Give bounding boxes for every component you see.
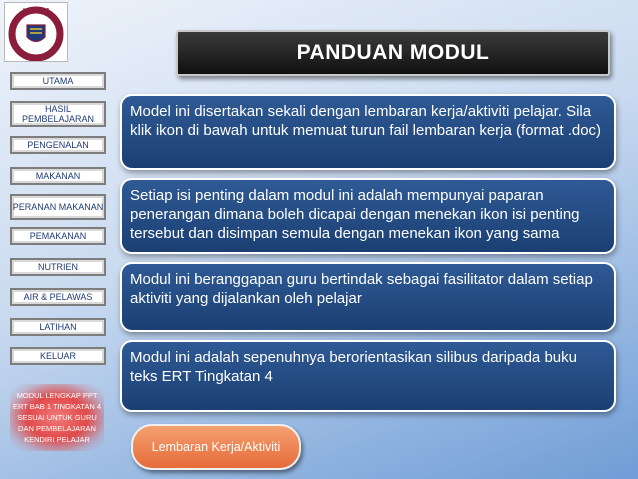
nav-pemakanan-button[interactable]: PEMAKANAN [10,227,106,245]
nav-utama-button[interactable]: UTAMA [10,72,106,90]
info-panel-facilitator: Modul ini beranggapan guru bertindak sebagai fasilitator dalam setiap aktiviti yang dijalankan oleh pelajar [120,262,616,332]
nav-pengenalan-button[interactable]: PENGENALAN [10,136,106,154]
info-panel-syllabus: Modul ini adalah sepenuhnya berorientasikan silibus daripada buku teks ERT Tingkatan 4 [120,340,616,412]
nav-latihan-button[interactable]: LATIHAN [10,318,106,336]
nav-makanan-button[interactable]: MAKANAN [10,167,106,185]
module-note: MODUL LENGKAP PPT ERT BAB 1 TINGKATAN 4 SESUAI UNTUK GURU DAN PEMBELAJARAN KENDIRI PELAJAR [10,384,104,451]
nav-hasil-pembelajaran-button[interactable]: HASIL PEMBELAJARAN [10,101,106,127]
nav-peranan-makanan-button[interactable]: PERANAN MAKANAN [10,194,106,220]
nav-air-pelawas-button[interactable]: AIR & PELAWAS [10,288,106,306]
page-title: PANDUAN MODUL [176,30,610,76]
info-panel-key-content: Setiap isi penting dalam modul ini adalah mempunyai paparan penerangan dimana boleh dicapai dengan menekan ikon isi penting tersebut dan disimpan semula dengan menekan ikon yang sama [120,178,616,254]
nav-nutrien-button[interactable]: NUTRIEN [10,258,106,276]
logo-text: U T H M [22,8,50,15]
worksheet-download-button[interactable]: Lembaran Kerja/Aktiviti [131,424,301,470]
info-panel-worksheet: Model ini disertakan sekali dengan lembaran kerja/aktiviti pelajar. Sila klik ikon di bawah untuk memuat turun fail lembaran kerja (format .doc) [120,94,616,170]
uthm-logo [4,2,68,62]
nav-keluar-button[interactable]: KELUAR [10,347,106,365]
